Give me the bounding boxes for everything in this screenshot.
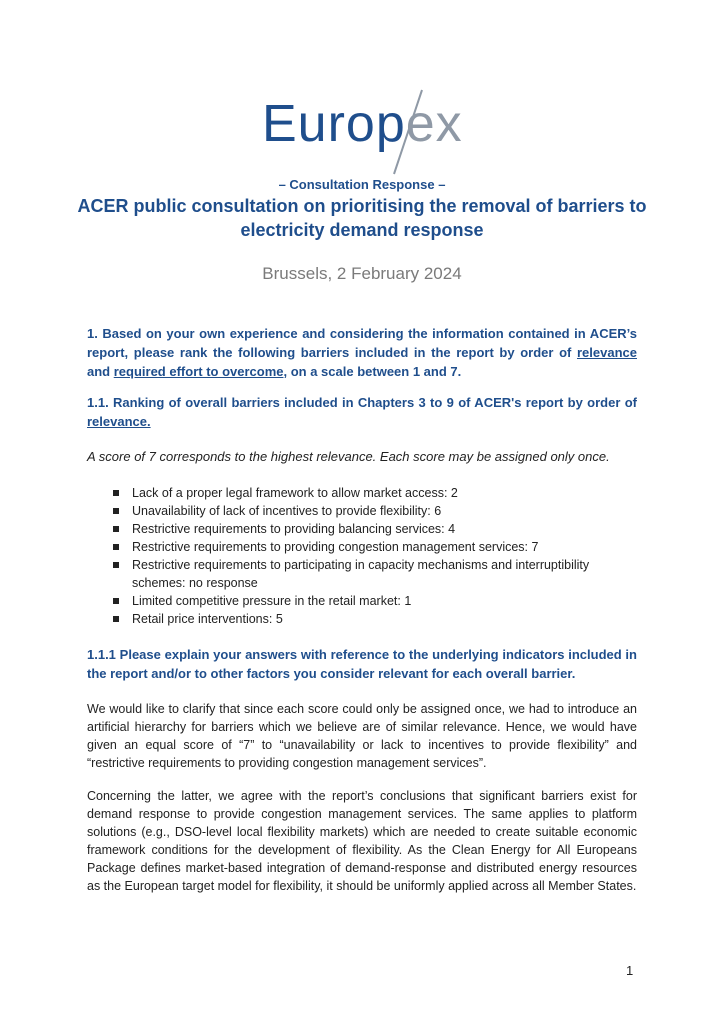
logo-slash-mark <box>388 88 428 178</box>
europex-logo <box>262 88 472 178</box>
title-line-1: ACER public consultation on prioritising the removal of barriers to <box>77 196 647 216</box>
question-1-1-1: 1.1.1 Please explain your answers with reference to the underlying indicators included in the report and/or to other factors you consider relevant for each overall barrier. <box>87 647 637 681</box>
relevance-underlined: relevance. <box>87 414 151 429</box>
paragraph: We would like to clarify that since each score could only be assigned once, we had to introduce an artificial hierarchy for barriers which we believe are of similar relevance. Hence, we would have given an equal score of “7” to “unavailability or lack to incentives to provide flexibility” and “restrictive requirements to providing congestion management services”. <box>87 702 637 770</box>
list-item: Limited competitive pressure in the retail market: 1 <box>110 592 640 610</box>
question-1 <box>87 324 637 381</box>
barrier-ranking-list <box>110 484 640 628</box>
paragraph: Concerning the latter, we agree with the report’s conclusions that significant barriers exist for demand response to provide congestion management services. The same applies to platform solutions (e.g., DSO-level local flexibility markets) which are needed to create suitable economic framework conditions for the development of flexibility. As the Clean Energy for All Europeans Package defines market-based integration of demand-response and distributed energy resources as the European target model for flexibility, it should be uniformly applied across all Member States. <box>87 789 637 893</box>
page-number: 1 <box>626 963 634 978</box>
question-1-text-end: , on a scale between 1 and 7. <box>283 364 462 379</box>
list-item: Retail price interventions: 5 <box>110 610 640 628</box>
question-1-1-text: 1.1. Ranking of overall barriers included in Chapters 3 to 9 of ACER's report by order of <box>87 395 637 410</box>
location-date: Brussels, 2 February 2024 <box>262 264 462 283</box>
effort-link: required effort to overcome <box>113 364 284 379</box>
list-item: Unavailability of lack of incentives to provide flexibility: 6 <box>110 502 640 520</box>
list-item: Restrictive requirements to providing balancing services: 4 <box>110 520 640 538</box>
question-1-text: 1. Based on your own experience and considering the information contained in ACER’s report, please rank the following barriers included in the report by order of <box>87 326 637 360</box>
question-1-1 <box>87 393 637 431</box>
logo-text-dark: Europ <box>262 95 406 153</box>
title-line-2: electricity demand response <box>240 220 484 240</box>
list-item: Lack of a proper legal framework to allow market access: 2 <box>110 484 640 502</box>
relevance-link: relevance <box>577 345 637 360</box>
question-1-text-and: and <box>87 364 114 379</box>
scoring-note: A score of 7 corresponds to the highest relevance. Each score may be assigned only once. <box>87 449 610 464</box>
consultation-label: – Consultation Response – <box>278 177 446 192</box>
logo-text-light: ex <box>405 95 463 153</box>
document-title <box>60 194 664 242</box>
list-item: Restrictive requirements to participating in capacity mechanisms and interruptibility schemes: no response <box>110 556 640 592</box>
list-item: Restrictive requirements to providing congestion management services: 7 <box>110 538 640 556</box>
